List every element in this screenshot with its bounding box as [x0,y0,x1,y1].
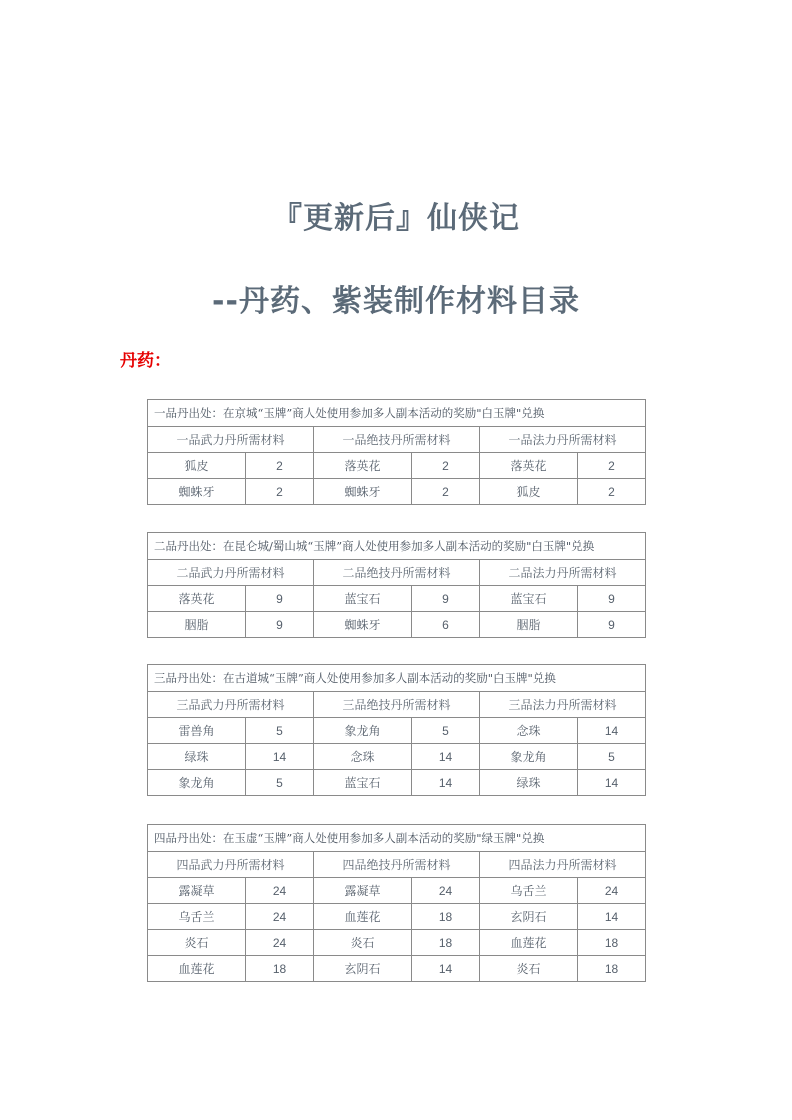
document-subtitle: --丹药、紫装制作材料目录 [212,284,580,319]
table-row [148,744,646,770]
material-name: 象龙角 [148,770,246,796]
material-quantity: 9 [246,612,314,638]
material-quantity: 18 [246,956,314,982]
material-quantity: 18 [578,930,646,956]
material-name: 落英花 [480,453,578,479]
material-name: 落英花 [314,453,412,479]
material-name: 胭脂 [148,612,246,638]
material-name: 血莲花 [480,930,578,956]
material-quantity: 5 [412,718,480,744]
column-header: 二品武力丹所需材料 [148,560,314,586]
material-quantity: 5 [246,770,314,796]
material-quantity: 24 [578,878,646,904]
table-row [148,612,646,638]
material-name: 绿珠 [148,744,246,770]
material-name: 象龙角 [314,718,412,744]
material-name: 乌舌兰 [148,904,246,930]
material-name: 狐皮 [148,453,246,479]
material-quantity: 6 [412,612,480,638]
section-label-danyao: 丹药： [120,351,171,371]
material-name: 象龙角 [480,744,578,770]
table-row [148,904,646,930]
column-header: 一品武力丹所需材料 [148,427,314,453]
material-quantity: 2 [246,479,314,505]
tier-source-note: 二品丹出处：在昆仑城/蜀山城“玉牌”商人处使用参加多人副本活动的奖励"白玉牌"兑换 [148,533,646,560]
material-quantity: 14 [412,770,480,796]
table-row [148,878,646,904]
material-quantity: 9 [246,586,314,612]
material-name: 蓝宝石 [480,586,578,612]
material-quantity: 18 [578,956,646,982]
material-name: 胭脂 [480,612,578,638]
tier-source-note: 四品丹出处：在玉虚“玉牌”商人处使用参加多人副本活动的奖励"绿玉牌"兑换 [148,825,646,852]
column-header: 四品法力丹所需材料 [480,852,646,878]
material-name: 露凝草 [314,878,412,904]
material-quantity: 5 [246,718,314,744]
material-name: 血莲花 [148,956,246,982]
material-name: 玄阴石 [314,956,412,982]
material-name: 玄阴石 [480,904,578,930]
column-header: 二品绝技丹所需材料 [314,560,480,586]
material-name: 蜘蛛牙 [314,612,412,638]
column-header: 二品法力丹所需材料 [480,560,646,586]
table-row [148,956,646,982]
material-quantity: 24 [246,930,314,956]
material-quantity: 9 [578,586,646,612]
tier-table-3 [147,664,646,796]
material-name: 念珠 [480,718,578,744]
column-header: 一品绝技丹所需材料 [314,427,480,453]
material-name: 乌舌兰 [480,878,578,904]
material-quantity: 18 [412,930,480,956]
material-quantity: 14 [412,956,480,982]
material-quantity: 2 [246,453,314,479]
material-quantity: 14 [578,718,646,744]
table-row [148,586,646,612]
material-name: 炎石 [314,930,412,956]
material-quantity: 9 [578,612,646,638]
material-quantity: 14 [578,904,646,930]
table-row [148,718,646,744]
material-name: 绿珠 [480,770,578,796]
column-header: 一品法力丹所需材料 [480,427,646,453]
material-name: 蜘蛛牙 [148,479,246,505]
material-quantity: 14 [412,744,480,770]
material-quantity: 9 [412,586,480,612]
material-name: 蓝宝石 [314,770,412,796]
document-title: 『更新后』仙侠记 [272,201,520,236]
table-row [148,770,646,796]
material-name: 露凝草 [148,878,246,904]
material-quantity: 24 [412,878,480,904]
material-quantity: 24 [246,878,314,904]
tier-table-1 [147,399,646,505]
material-name: 炎石 [480,956,578,982]
material-quantity: 14 [246,744,314,770]
material-name: 落英花 [148,586,246,612]
material-quantity: 14 [578,770,646,796]
material-name: 雷兽角 [148,718,246,744]
column-header: 四品绝技丹所需材料 [314,852,480,878]
material-name: 蓝宝石 [314,586,412,612]
tier-source-note: 一品丹出处：在京城“玉牌”商人处使用参加多人副本活动的奖励"白玉牌"兑换 [148,400,646,427]
material-name: 血莲花 [314,904,412,930]
column-header: 三品武力丹所需材料 [148,692,314,718]
material-quantity: 24 [246,904,314,930]
material-name: 蜘蛛牙 [314,479,412,505]
table-row [148,479,646,505]
table-row [148,930,646,956]
column-header: 三品绝技丹所需材料 [314,692,480,718]
material-name: 念珠 [314,744,412,770]
material-quantity: 2 [578,453,646,479]
column-header: 三品法力丹所需材料 [480,692,646,718]
tier-table-2 [147,532,646,638]
material-quantity: 2 [412,479,480,505]
tier-table-4 [147,824,646,982]
tier-source-note: 三品丹出处：在古道城“玉牌”商人处使用参加多人副本活动的奖励"白玉牌"兑换 [148,665,646,692]
material-name: 炎石 [148,930,246,956]
column-header: 四品武力丹所需材料 [148,852,314,878]
material-name: 狐皮 [480,479,578,505]
material-quantity: 18 [412,904,480,930]
table-row [148,453,646,479]
material-quantity: 5 [578,744,646,770]
material-quantity: 2 [412,453,480,479]
material-quantity: 2 [578,479,646,505]
